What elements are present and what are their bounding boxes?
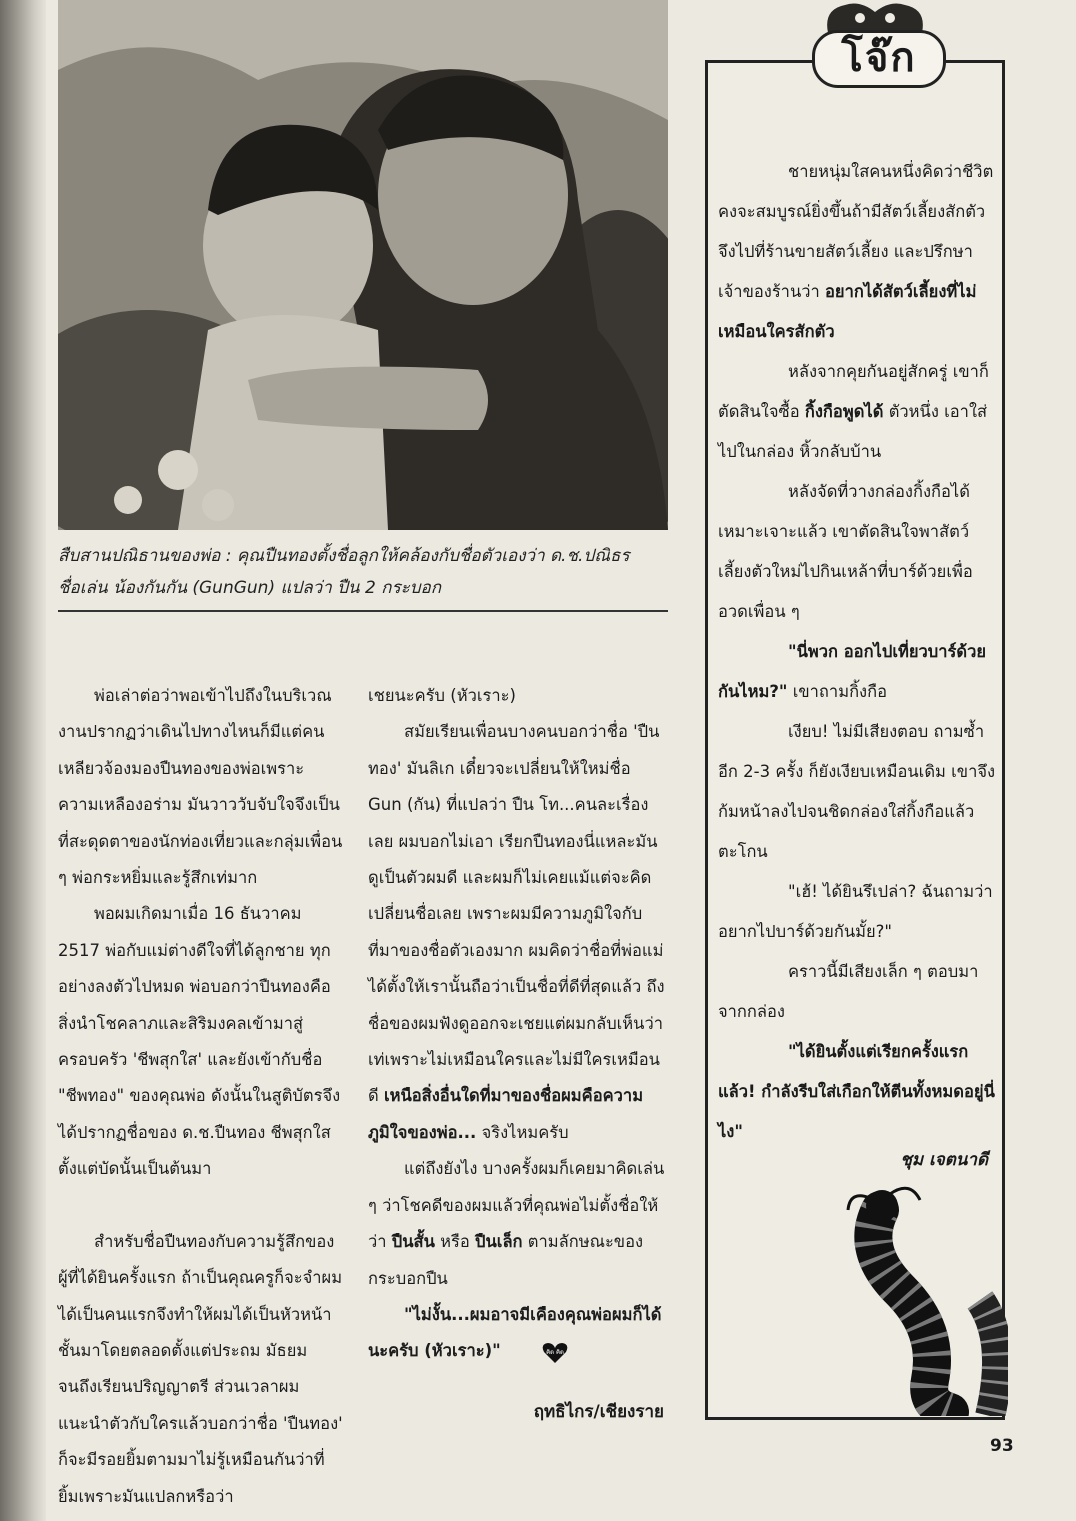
millipede-illustration [840,1180,1008,1416]
article-column-right [368,678,668,1370]
paragraph [718,152,1000,352]
paragraph: คราวนี้มีเสียงเล็ก ๆ ตอบมาจากกล่อง [718,962,979,1021]
paragraph-text: สมัยเรียนเพื่อนบางคนบอกว่าชื่อ 'ปืนทอง' มันลิเก เดี๋ยวจะเปลี่ยนให้ใหม่ชื่อ Gun (กัน) ที่แปลว่า ปืน โท...คนละเรื่องเลย ผมบอกไม่เอา เรียกปืนทองนี่แหละมันดูเป็นตัวผมดี และผมก็ไม่เคยแม้แต่จะคิดเปลี่ยนชื่อเลย เพราะผมมีความภูมิใจกับที่มาของชื่อตัวเองมาก ผมคิดว่าชื่อที่พ่อแม่ได้ตั้งให้เรานั้นถือว่าเป็นชื่อที่ดีที่สุดแล้ว ถึงชื่อของผมฟังดูออกจะเชยแต่ผมกลับเห็นว่าเท่เพราะไม่เหมือนใครและไม่มีใครเหมือนดี [368,722,665,1106]
paragraph-text: เขาถามกิ้งกือ [792,682,888,701]
spacer [58,1188,343,1224]
paragraph-text: จริงไหมครับ [481,1122,569,1142]
paragraph: เงียบ! ไม่มีเสียงตอบ ถามซ้ำอีก 2-3 ครั้ง ก็ยังเงียบเหมือนเดิม เขาจึงก้มหน้าลงไปจนชิดกล่องใส่กิ้งกือแล้วตะโกน [718,722,996,861]
article-column-left [58,678,343,1515]
bold-text: อยากได้สัตว์เลี้ยงที่ไม่เหมือนใครสักตัว [718,282,977,341]
joke-title: โจ๊ก [812,30,946,88]
paragraph: พอผมเกิดมาเมื่อ 16 ธันวาคม 2517 พ่อกับแม่ต่างดีใจที่ได้ลูกชาย ทุกอย่างลงตัวไปหมด พ่อบอกว่าปืนทองคือสิ่งนำโชคลาภและสิริมงคลเข้ามาสู่ครอบครัว 'ชีพสุกใส' และยังเข้ากับชื่อ "ชีพทอง" ของคุณพ่อ ดังนั้นในสูติบัตรจึงได้ปรากฏชื่อของ ด.ช.ปืนทอง ชีพสุกใส ตั้งแต่บัดนั้นเป็นต้นมา [58,904,341,1179]
joke-signature: ชุม เจตนาดี [900,1150,988,1170]
paragraph-text: ชายหนุ่มใสคนหนึ่งคิดว่าชีวิตคงจะสมบูรณ์ยิ่งขึ้นถ้ามีสัตว์เลี้ยงสักตัว จึงไปที่ร้านขายสัตว์เลี้ยง และปรึกษาเจ้าของร้านว่า [718,162,994,301]
paragraph-text: ตามลักษณะของกระบอกปืน [368,1232,644,1288]
caption-line-1: สืบสานปณิธานของพ่อ : คุณปืนทองตั้งชื่อลูกให้คล้องกับชื่อตัวเองว่า ด.ช.ปณิธร [58,546,630,566]
paragraph-text: ตัวหนึ่ง เอาใส่ไปในกล่อง หิ้วกลับบ้าน [718,402,988,461]
bold-quote: "ไม่งั้น...ผมอาจมีเคืองคุณพ่อผมก็ได้นะครับ (หัวเราะ)" [368,1304,662,1361]
bold-text: ปืนสั้น [391,1232,435,1252]
bold-quote: "นี่พวก ออกไปเที่ยวบาร์ด้วยกันไหม?" [718,642,987,701]
paragraph [718,632,1000,712]
paragraph: สำหรับชื่อปืนทองกับความรู้สึกของผู้ที่ได้ยินครั้งแรก ถ้าเป็นคุณครูก็จะจำผมได้เป็นคนแรกจึงทำให้ผมได้เป็นหัวหน้าชั้นมาโดยตลอดตั้งแต่ประถม มัธยมจนถึงเรียนปริญญาตรี ส่วนเวลาผมแนะนำตัวกับใครแล้วบอกว่าชื่อ 'ปืนทอง' ก็จะมีรอยยิ้มตามมาไม่รู้เหมือนกันว่าที่ยิ้มเพราะมันแปลกหรือว่า [58,1231,343,1506]
paragraph [368,1297,668,1370]
paragraph [368,1151,668,1297]
paragraph: เชยนะครับ (หัวเราะ) [368,686,516,705]
photo-caption [58,540,670,612]
paragraph: "เฮ้! ได้ยินรึเปล่า? ฉันถามว่าอยากไปบาร์ด้วยกันมั้ย?" [718,882,993,941]
bold-text: เหนือสิ่งอื่นใดที่มาของชื่อผมคือความภูมิใจของพ่อ... [368,1086,644,1142]
bold-quote: "ได้ยินตั้งแต่เรียกครั้งแรกแล้ว! กำลังรีบใส่เกือกให้ตีนทั้งหมดอยู่นี่ไง" [718,1042,995,1141]
paragraph-text: แต่ถึงยังไง บางครั้งผมก็เคยมาคิดเล่น ๆ ว่าโชคดีของผมแล้วที่คุณพ่อไม่ตั้งชื่อให้ว่า [368,1159,665,1252]
paragraph [718,1032,1000,1152]
page-gutter-shadow [0,0,46,1521]
paragraph-text: หลังจากคุยกันอยู่สักครู่ เขาก็ตัดสินใจซื้อ [718,362,989,421]
father-son-photo [58,0,668,530]
author-signature: ฤทธิไกร/เชียงราย [533,1402,664,1422]
paragraph [718,352,1000,472]
paragraph: หลังจัดที่วางกล่องกิ้งกือได้เหมาะเจาะแล้ว เขาตัดสินใจพาสัตว์เลี้ยงตัวใหม่ไปกินเหล้าที่บาร์ด้วยเพื่ออวดเพื่อน ๆ [718,482,973,621]
svg-text:คิด คิด: คิด คิด [546,1348,564,1356]
caption-rule [58,610,668,612]
heart-icon [506,1341,564,1363]
paragraph [368,714,668,1151]
bold-text: ปืนเล็ก [475,1232,523,1252]
paragraph: พ่อเล่าต่อว่าพอเข้าไปถึงในบริเวณงานปรากฏว่าเดินไปทางไหนก็มีแต่คนเหลียวจ้องมองปืนทองของพ่อเพราะความเหลืองอร่าม มันวาววับจับใจจึงเป็นที่สะดุดตาของนักท่องเที่ยวและกลุ่มเพื่อน ๆ พ่อกระหยิ่มและรู้สึกเท่มาก [58,686,343,888]
caption-line-2: ชื่อเล่น น้องกันกัน (GunGun) แปลว่า ปืน 2 กระบอก [58,578,442,598]
paragraph-text: หรือ [440,1232,470,1252]
page-number: 93 [990,1436,1014,1456]
joke-text [718,152,1000,1152]
bold-text: กิ้งกือพูดได้ [804,402,884,421]
